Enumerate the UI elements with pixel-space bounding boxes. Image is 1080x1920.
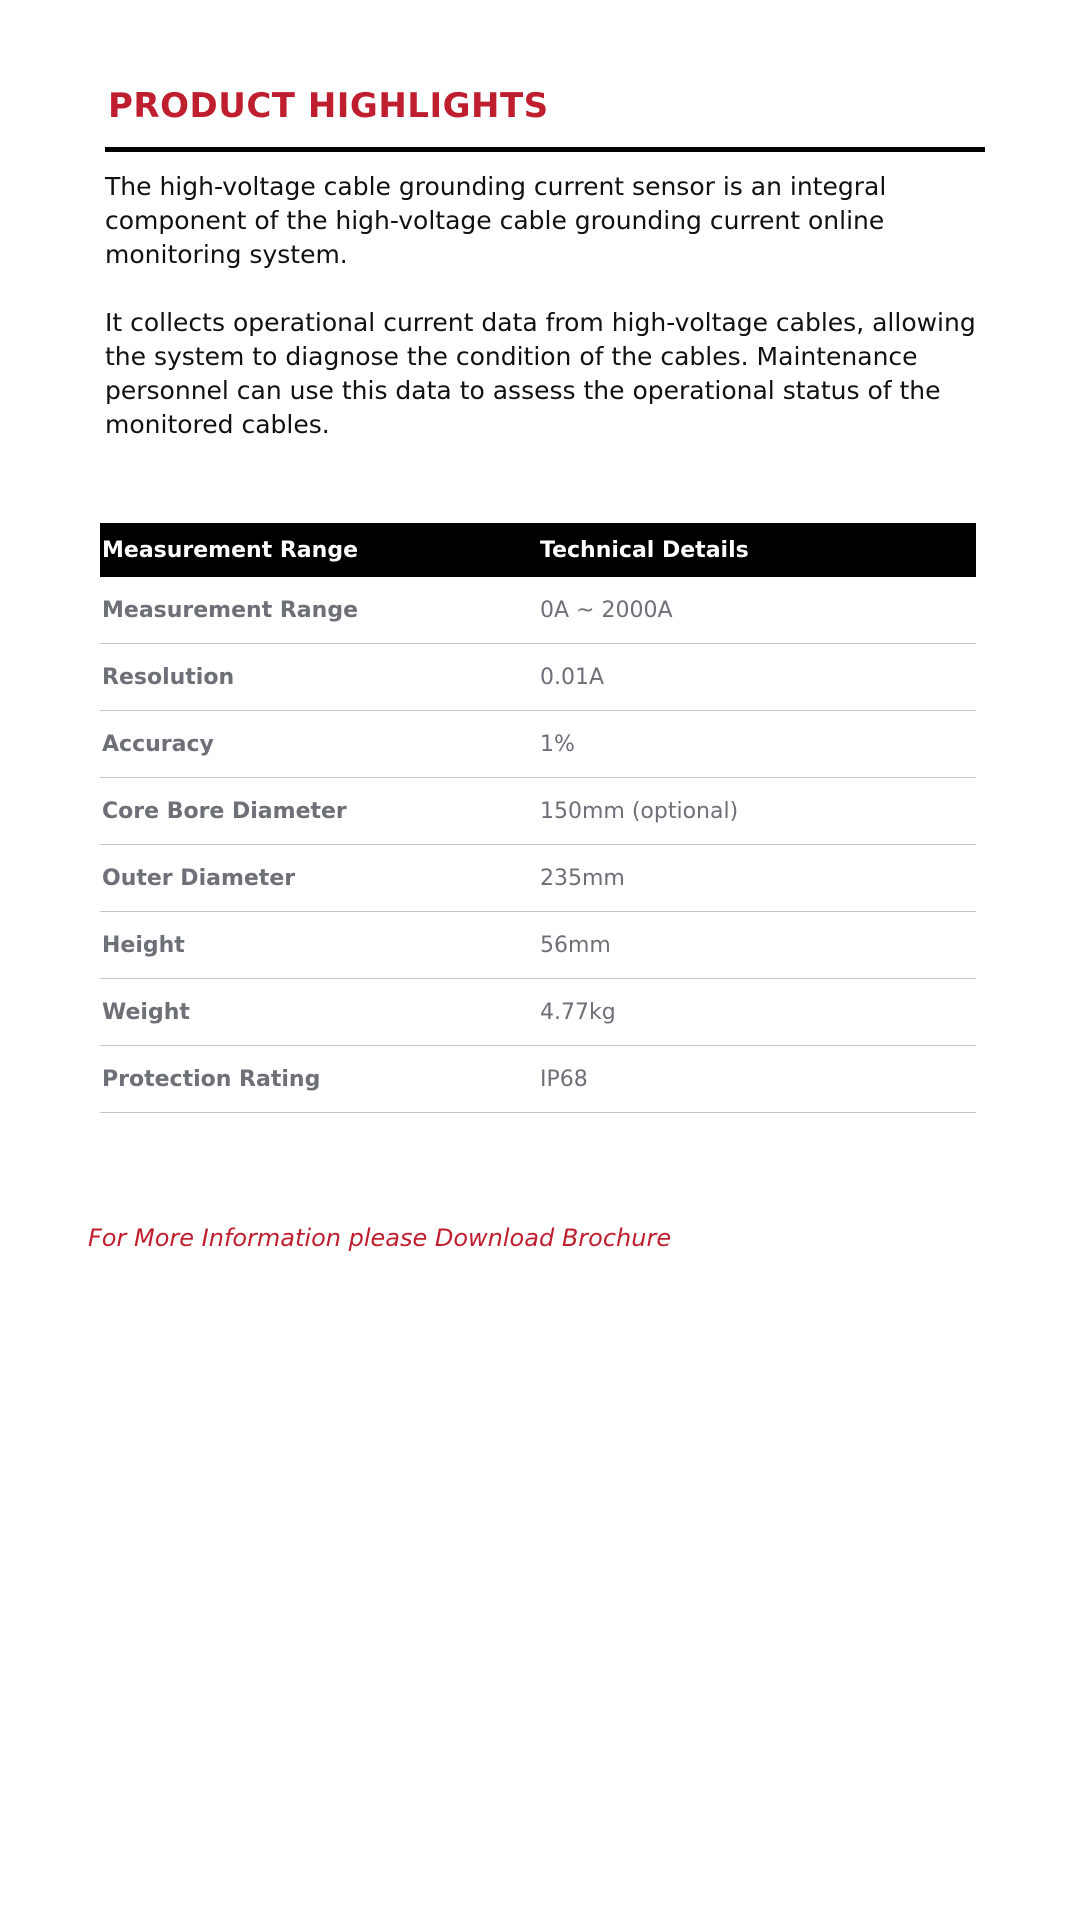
intro-text [105, 170, 985, 476]
table-header-row [100, 523, 976, 577]
table-header-parameter: Measurement Range [100, 523, 538, 577]
section-title: PRODUCT HIGHLIGHTS [108, 86, 549, 126]
intro-paragraph: It collects operational current data from high-voltage cables, allowing the system to diagnose the condition of the cables. Maintenance personnel can use this data to assess the operational status of the monitored cables. [105, 308, 976, 439]
title-divider [105, 147, 985, 152]
row-value: 1% [538, 711, 976, 778]
row-label: Accuracy [100, 711, 538, 778]
table-row [100, 1046, 976, 1113]
table-header-details: Technical Details [538, 523, 976, 577]
row-label: Height [100, 912, 538, 979]
table-row [100, 644, 976, 711]
table-row [100, 711, 976, 778]
row-value: 4.77kg [538, 979, 976, 1046]
row-value: 235mm [538, 845, 976, 912]
row-value: 0A ~ 2000A [538, 577, 976, 644]
table-row [100, 577, 976, 644]
row-label: Weight [100, 979, 538, 1046]
spec-table [100, 523, 976, 1113]
table-row [100, 979, 976, 1046]
row-label: Measurement Range [100, 577, 538, 644]
intro-paragraph: The high-voltage cable grounding current sensor is an integral component of the high-voltage cable grounding current online monitoring system. [105, 172, 887, 269]
row-value: 0.01A [538, 644, 976, 711]
row-label: Core Bore Diameter [100, 778, 538, 845]
row-label: Outer Diameter [100, 845, 538, 912]
row-label: Resolution [100, 644, 538, 711]
download-brochure-link[interactable]: For More Information please Download Brochure [88, 1224, 672, 1252]
table-row [100, 845, 976, 912]
table-row [100, 778, 976, 845]
table-row [100, 912, 976, 979]
row-label: Protection Rating [100, 1046, 538, 1113]
row-value: IP68 [538, 1046, 976, 1113]
row-value: 150mm (optional) [538, 778, 976, 845]
row-value: 56mm [538, 912, 976, 979]
